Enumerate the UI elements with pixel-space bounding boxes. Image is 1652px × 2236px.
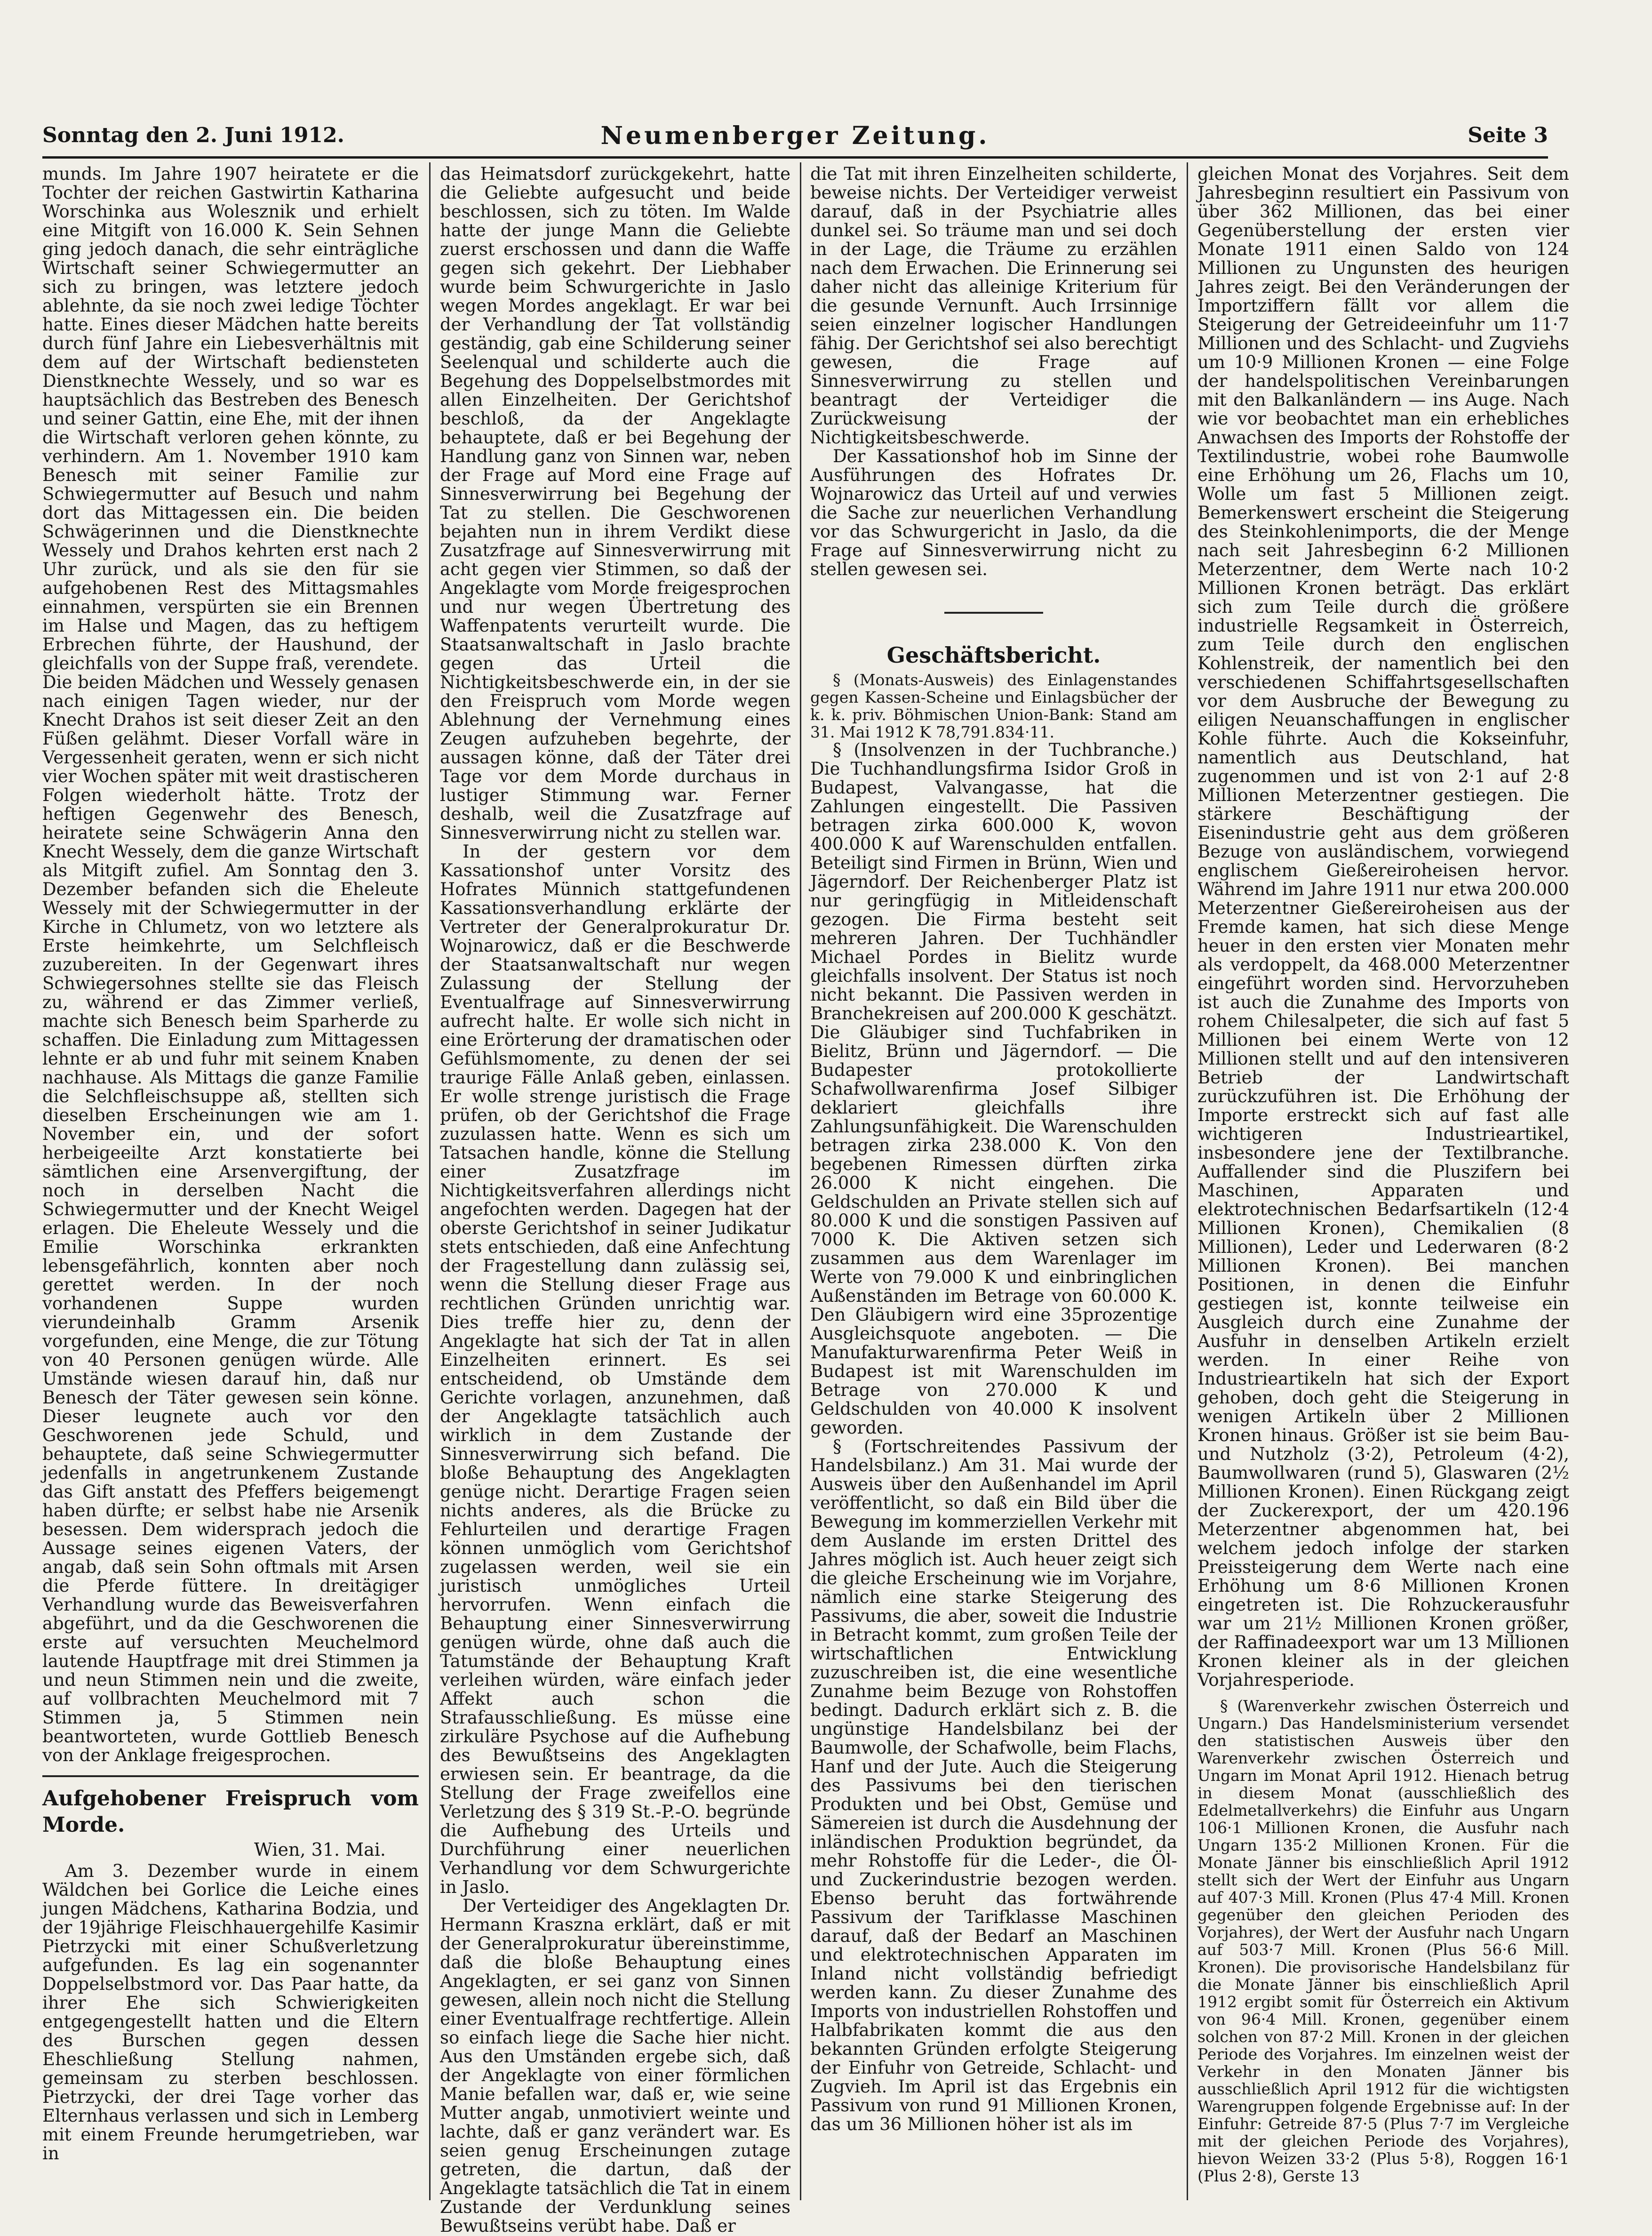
article-text: Am 3. Dezember wurde in einem Wäldchen bei Gorlice die Leiche eines jungen Mädchens, Katharina Bodzia, und der 19jährige Fleischhauergehilfe Kasimir Pietrzycki mit einer Schußverletzung aufgefunden. Es lag ein sogenannter Doppelselbstmord vor. Das Paar hatte, da ihrer Ehe sich Schwierigkeiten entgegengestellt hatten und die Eltern des Burschen gegen dessen Eheschließung Stellung nahmen, gemeinsam zu sterben beschlossen. Pietrzycki, der drei Tage vorher das Elternhaus verlassen und sich in Lemberg mit einem Freunde herumgetrieben, war in: [42, 1861, 419, 2164]
report-item: gleichen Monat des Vorjahres. Seit dem Jahresbeginn resultiert ein Passivum von über 362 Millionen, das bei einer Gegenüberstellung der ersten vier Monate 1911 einen Saldo von 124 Millionen zu Ungunsten des heurigen Jahres zeigt. Bei den Veränderungen der Importziffern fällt vor allem die Steigerung der Getreideeinfuhr um 11·7 Millionen und des Schlacht- und Zugviehs um 10·9 Millionen Kronen — eine Folge der handelspolitischen Vereinbarungen mit den Balkanländern — ins Auge. Nach wie vor beobachtet man ein erhebliches Anwachsen des Imports der Rohstoffe der Textilindustrie, wobei rohe Baumwolle eine Erhöhung um 26, Flachs um 10, Wolle um fast 5 Millionen zeigt. Bemerkenswert erscheint die Steigerung des Steinkohlenimports, die der Menge nach seit Jahresbeginn 6·2 Millionen Meterzentner, dem Werte nach 10·2 Millionen Kronen beträgt. Das erklärt sich zum Teile durch die größere industrielle Regsamkeit in Österreich, zum Teile durch den englischen Kohlenstreik, der namentlich bei den verschiedenen Schiffahrtsgesellschaften vor dem Ausbruche der Bewegung zu eiligen Neuanschaffungen in englischer Kohle führte. Auch die Kokseinfuhr, namentlich aus Deutschland, hat zugenommen und ist von 2·1 auf 2·8 Millionen Meterzentner gestiegen. Die stärkere Beschäftigung der Eisenindustrie geht aus dem größeren Bezuge von ausländischem, vorwiegend englischem Gießereiroheisen hervor. Während im Jahre 1911 nur etwa 200.000 Meterzentner Gießereiroheisen aus der Fremde kamen, hat sich diese Menge heuer in den ersten vier Monaten mehr als verdoppelt, da 468.000 Meterzentner eingeführt worden sind. Hervorzuheben ist auch die Zunahme des Imports von rohem Chilesalpeter, die sich auf fast 5 Millionen bei einem Werte von 12 Millionen stellt und auf den intensiveren Betrieb der Landwirtschaft zurückzuführen ist. Die Erhöhung der Importe erstreckt sich auf fast alle wichtigeren Industrieartikel, insbesondere jene der Textilbranche. Auffallender sind die Pluszifern bei Maschinen, Apparaten und elektrotechnischen Bedarfsartikeln (12·4 Millionen Kronen), Chemikalien (8 Millionen), Leder und Lederwaren (8·2 Millionen Kronen). Bei manchen Positionen, in denen die Einfuhr gestiegen ist, konnte teilweise ein Ausgleich durch eine Zunahme der Ausfuhr in denselben Artikeln erzielt werden. In einer Reihe von Industrieartikeln hat sich der Export gehoben, doch geht die Steigerung in wenigen Artikeln über 2 Millionen Kronen hinaus. Größer ist sie beim Bau- und Nutzholz (3·2), Petroleum (4·2), Baumwollwaren (rund 5), Glaswaren (2½ Millionen Kronen). Einen Rückgang zeigt der Zuckerexport, der um 420.196 Meterzentner abgenommen hat, bei welchem jedoch infolge der starken Preissteigerung dem Werte nach eine Erhöhung um 8·6 Millionen Kronen eingetreten ist. Die Rohzuckerausfuhr war um 21½ Millionen Kronen größer, der Raffinadeexport war um 13 Millionen Kronen kleiner als in der gleichen Vorjahresperiode.: [1197, 164, 1569, 1690]
newspaper-title: Neumenberger Zeitung.: [600, 121, 990, 150]
article-text: munds. Im Jahre 1907 heiratete er die Tochter der reichen Gastwirtin Katharina Worschinka aus Wolesznik und erhielt eine Mitgift von 16.000 K. Sein Sehnen ging jedoch danach, die sehr einträgliche Wirtschaft seiner Schwiegermutter an sich zu bringen, was letztere jedoch ablehnte, da sie noch zwei ledige Töchter hatte. Eines dieser Mädchen hatte bereits durch fünf Jahre ein Liebesverhältnis mit dem auf der Wirtschaft bediensteten Dienstknechte Wessely, und so war es hauptsächlich das Bestreben des Benesch und seiner Gattin, eine Ehe, mit der ihnen die Wirtschaft verloren gehen könnte, zu verhindern. Am 1. November 1910 kam Benesch mit seiner Familie zur Schwiegermutter auf Besuch und nahm dort das Mittagessen ein. Die beiden Schwägerinnen und die Dienstknechte Wessely und Drahos kehrten erst nach 2 Uhr zurück, und als sie den für sie aufgehobenen Rest des Mittagsmahles einnahmen, verspürten sie ein Brennen im Halse und Magen, das zu heftigem Erbrechen führte, der Haushund, der gleichfalls von der Suppe fraß, verendete. Die beiden Mädchen und Wessely genasen nach einigen Tagen wieder, nur der Knecht Drahos ist seit dieser Zeit an den Füßen gelähmt. Dieser Vorfall wäre in Vergessenheit geraten, wenn er sich nicht vier Wochen später mit weit drastischeren Folgen wiederholt hätte. Trotz der heftigen Gegenwehr des Benesch, heiratete seine Schwägerin Anna den Knecht Wessely, dem die ganze Wirtschaft als Mitgift zufiel. Am Sonntag den 3. Dezember befanden sich die Eheleute Wessely mit der Schwiegermutter in der Kirche in Chlumetz, von wo letztere als Erste heimkehrte, um Selchfleisch zuzubereiten. In der Gegenwart ihres Schwiegersohnes stellte sie das Fleisch zu, während er das Zimmer verließ, machte sich Benesch beim Sparherde zu schaffen. Die Einladung zum Mittagessen lehnte er ab und fuhr mit seinem Knaben nachhause. Als Mittags die ganze Familie die Selchfleischsuppe aß, stellten sich dieselben Erscheinungen wie am 1. November ein, und der sofort herbeigeeilte Arzt konstatierte bei sämtlichen eine Arsenvergiftung, der noch in derselben Nacht die Schwiegermutter und der Knecht Weigel erlagen. Die Eheleute Wessely und die Emilie Worschinka erkrankten lebensgefährlich, konnten aber noch gerettet werden. In der noch vorhandenen Suppe wurden vierundeinhalb Gramm Arsenik vorgefunden, eine Menge, die zur Tötung von 40 Personen genügen würde. Alle Umstände wiesen darauf hin, daß nur Benesch der Täter gewesen sein könne. Dieser leugnete auch vor den Geschworenen jede Schuld, und behauptete, daß seine Schwiegermutter jedenfalls in angetrunkenem Zustande das Gift anstatt des Pfeffers beigemengt haben dürfte; er selbst habe nie Arsenik besessen. Dem widersprach jedoch die Aussage seines eigenen Vaters, der angab, daß sein Sohn oftmals mit Arsen die Pferde füttere. In dreitägiger Verhandlung wurde das Beweisverfahren abgeführt, und da die Geschworenen die erste auf versuchten Meuchelmord lautende Hauptfrage mit drei Stimmen ja und neun Stimmen nein und die zweite, auf vollbrachten Meuchelmord mit 7 Stimmen ja, 5 Stimmen nein beantworteten, wurde Gottlieb Benesch von der Anklage freigesprochen.: [42, 164, 419, 1765]
article-separator: [42, 1775, 419, 1777]
article-text: In der gestern vor dem Kassationshof unter Vorsitz des Hofrates Münnich stattgefundenen Kassationsverhandlung erklärte der Vertreter der Generalprokuratur Dr. Wojnarowicz, daß er die Beschwerde der Staatsanwaltschaft nur wegen Zulassung der Stellung der Eventualfrage auf Sinnesverwirrung aufrecht halte. Er wolle sich nicht in eine Erörterung der dramatischen oder Gefühlsmomente, zu denen der sei traurige Fälle Anlaß geben, einlassen. Er wolle strenge juristisch die Frage prüfen, ob der Gerichtshof die Frage zuzulassen hatte. Wenn es sich um Tatsachen handle, könne die Stellung einer Zusatzfrage im Nichtigkeitsverfahren allerdings nicht angefochten werden. Dagegen hat der oberste Gerichtshof in seiner Judikatur stets entschieden, daß eine Anfechtung der Fragestellung dann zulässig sei, wenn die Stellung dieser Frage aus rechtlichen Gründen unrichtig war. Dies treffe hier zu, denn der Angeklagte hat sich der Tat in allen Einzelheiten erinnert. Es sei entscheidend, ob Umstände dem Gerichte vorlagen, anzunehmen, daß der Angeklagte tatsächlich auch wirklich in dem Zustande der Sinnesverwirrung sich befand. Die bloße Behauptung des Angeklagten genüge nicht. Derartige Fragen seien nichts anderes, als die Brücke zu Fehlurteilen und derartige Fragen können unmöglich vom Gerichtshof zugelassen werden, weil sie ein juristisch unmögliches Urteil hervorrufen. Wenn einfach die Behauptung einer Sinnesverwirrung genügen würde, ohne daß auch die Tatumstände der Behauptung Kraft verleihen würden, wäre einfach jeder Affekt auch schon die Strafausschließung. Es müsse eine zirkuläre Psychose auf die Aufhebung des Bewußtseins des Angeklagten erwiesen sein. Er beantrage, da die Stellung der Frage zweifellos eine Verletzung des § 319 St.-P.-O. begründe die Aufhebung des Urteils und Durchführung einer neuerlichen Verhandlung vor dem Schwurgerichte in Jaslo.: [440, 842, 790, 1897]
issue-date: Sonntag den 2. Juni 1912.: [42, 123, 344, 147]
article-heading: Aufgehobener Freispruch vom Morde.: [42, 1787, 419, 1837]
column-rule: [800, 162, 801, 2200]
report-item: § (Monats-Ausweis) des Einlagenstandes gegen Kassen-Scheine und Einlagsbücher der k. k. priv. Böhmischen Union-Bank: Stand am 31. Mai 1912 K 78,791.834·11.: [810, 671, 1177, 741]
column-3: [810, 165, 1177, 2198]
section-separator: [944, 612, 1043, 614]
report-item: § (Warenverkehr zwischen Österreich und Ungarn.) Das Handelsministerium versendet den statistischen Ausweis über den Warenverkehr zwischen Österreich und Ungarn im Monat April 1912. Hienach betrug in diesem Monat (ausschließlich des Edelmetallverkehrs) die Einfuhr aus Ungarn 106·1 Millionen Kronen, die Ausfuhr nach Ungarn 135·2 Millionen Kronen. Für die Monate Jänner bis einschließlich April 1912 stellt sich der Wert der Einfuhr aus Ungarn auf 407·3 Mill. Kronen (Plus 47·4 Mill. Kronen gegenüber den gleichen Perioden des Vorjahres), der Wert der Ausfuhr nach Ungarn auf 503·7 Mill. Kronen (Plus 56·6 Mill. Kronen). Die provisorische Handelsbilanz für die Monate Jänner bis einschließlich April 1912 ergibt somit für Österreich ein Aktivum von 96·4 Mill. Kronen, gegenüber einem solchen von 87·2 Mill. Kronen in der gleichen Periode des Vorjahres. Im einzelnen weist der Verkehr in den Monaten Jänner bis ausschließlich April 1912 für die wichtigsten Warengruppen folgende Ergebnisse auf: In der Einfuhr: Getreide 87·5 (Plus 7·7 im Vergleiche mit der gleichen Periode des Vorjahres), hievon Weizen 33·2 (Plus 5·8), Roggen 16·1 (Plus 2·8), Gerste 13: [1197, 1697, 1569, 2185]
column-1: [42, 165, 419, 2198]
article-text: die Tat mit ihren Einzelheiten schilderte, beweise nichts. Der Verteidiger verweist darauf, daß in der Psychiatrie alles dunkel sei. So träume man und sei doch in der Lage, die Träume zu erzählen nach dem Erwachen. Die Erinnerung sei daher nicht das alleinige Kriterium für die gesunde Vernunft. Auch Irrsinnige seien einzelner logischer Handlungen fähig. Der Gerichtshof sei also berechtigt gewesen, die Frage auf Sinnesverwirrung zu stellen und beantragt der Verteidiger die Zurückweisung der Nichtigkeitsbeschwerde.: [810, 164, 1177, 448]
column-4: [1197, 165, 1569, 2198]
report-item: § (Insolvenzen in der Tuchbranche.) Die Tuchhandlungsfirma Isidor Groß in Budapest, Valvangasse, hat die Zahlungen eingestellt. Die Passiven betragen zirka 600.000 K, wovon 400.000 K auf Warenschulden entfallen. Beteiligt sind Firmen in Brünn, Wien und Jägerndorf. Der Reichenberger Platz ist nur geringfügig in Mitleidenschaft gezogen. Die Firma besteht seit mehreren Jahren. Der Tuchhändler Michael Pordes in Bielitz wurde gleichfalls insolvent. Der Status ist noch nicht bekannt. Die Passiven werden in Branchekreisen auf 200.000 K geschätzt. Die Gläubiger sind Tuchfabriken in Bielitz, Brünn und Jägerndorf. — Die Budapester protokollierte Schafwollwarenfirma Josef Silbiger deklariert gleichfalls ihre Zahlungsunfähigkeit. Die Warenschulden betragen zirka 238.000 K. Von den begebenen Rimessen dürften zirka 26.000 K nicht eingehen. Die Geldschulden an Private stellen sich auf 80.000 K und die sonstigen Passiven auf 7000 K. Die Aktiven setzen sich zusammen aus dem Warenlager im Werte von 79.000 K und einbringlichen Außenständen im Betrage von 60.000 K. Den Gläubigern wird eine 35prozentige Ausgleichsquote angeboten. — Die Manufakturwarenfirma Peter Weiß in Budapest ist mit Warenschulden im Betrage von 270.000 K und Geldschulden von 40.000 K insolvent geworden.: [810, 740, 1177, 1438]
article-text: das Heimatsdorf zurückgekehrt, hatte die Geliebte aufgesucht und beide beschlossen, sich zu töten. Im Walde hatte der junge Mann die Geliebte zuerst erschossen und dann die Waffe gegen sich gekehrt. Der Liebhaber wurde beim Schwurgerichte in Jaslo wegen Mordes angeklagt. Er war bei der Verhandlung der Tat vollständig geständig, gab eine Schilderung seiner Seelenqual und schilderte auch die Begehung des Doppelselbstmordes mit allen Einzelheiten. Der Gerichtshof beschloß, da der Angeklagte behauptete, daß er bei Begehung der Handlung ganz von Sinnen war, neben der Frage auf Mord eine Frage auf Sinnesverwirrung bei Begehung der Tat zu stellen. Die Geschworenen bejahten nun in ihrem Verdikt diese Zusatzfrage auf Sinnesverwirrung mit acht gegen vier Stimmen, so daß der Angeklagte vom Morde freigesprochen und nur wegen Übertretung des Waffenpatents verurteilt wurde. Die Staatsanwaltschaft in Jaslo brachte gegen das Urteil die Nichtigkeitsbeschwerde ein, in der sie den Freispruch vom Morde wegen Ablehnung der Vernehmung eines Zeugen aufzuheben begehrte, der aussagen könne, daß der Täter drei Tage vor dem Morde durchaus in lustiger Stimmung war. Ferner deshalb, weil die Zusatzfrage auf Sinnesverwirrung nicht zu stellen war.: [440, 164, 790, 843]
column-2: [440, 164, 790, 2236]
page-header: [42, 123, 1548, 159]
section-heading: Geschäftsbericht.: [886, 642, 1101, 668]
page-number: Seite 3: [1468, 123, 1548, 147]
article-text: Der Kassationshof hob im Sinne der Ausführungen des Hofrates Dr. Wojnarowicz das Urteil auf und verwies die Sache zur neuerlichen Verhandlung vor das Schwurgericht in Jaslo, da die Frage auf Sinnesverwirrung nicht zu stellen gewesen sei.: [810, 446, 1177, 579]
article-dateline: Wien, 31. Mai.: [254, 1839, 386, 1860]
report-item: § (Fortschreitendes Passivum der Handelsbilanz.) Am 31. Mai wurde der Ausweis über den Außenhandel im April veröffentlicht, so daß ein Bild über die Bewegung im kommerziellen Verkehr mit dem Auslande im ersten Drittel des Jahres möglich ist. Auch heuer zeigt sich die gleiche Erscheinung wie im Vorjahre, nämlich eine starke Steigerung des Passivums, die aber, soweit die Industrie in Betracht kommt, zum großen Teile der wirtschaftlichen Entwicklung zuzuschreiben ist, die eine wesentliche Zunahme beim Bezuge von Rohstoffen bedingt. Dadurch erklärt sich z. B. die ungünstige Handelsbilanz bei der Baumwolle, der Schafwolle, beim Flachs, Hanf und der Jute. Auch die Steigerung des Passivums bei den tierischen Produkten und bei Obst, Gemüse und Sämereien ist durch die Ausdehnung der inländischen Produktion begründet, da mehr Rohstoffe für die Leder-, die Öl- und Zuckerindustrie bezogen werden. Ebenso beruht das fortwährende Passivum der Tarifklasse Maschinen darauf, daß der Bedarf an Maschinen und elektrotechnischen Apparaten im Inland nicht vollständig befriedigt werden kann. Zu dieser Zunahme des Imports von industriellen Rohstoffen und Halbfabrikaten kommt die aus den bekannten Gründen erfolgte Steigerung der Einfuhr von Getreide, Schlacht- und Zugvieh. Im April ist das Ergebnis ein Passivum von rund 91 Millionen Kronen, das um 36 Millionen höher ist als im: [810, 1436, 1177, 2134]
column-rule: [1187, 162, 1188, 2200]
article-text: Der Verteidiger des Angeklagten Dr. Hermann Kraszna erklärt, daß er mit der Generalprokuratur übereinstimme, daß die bloße Behauptung eines Angeklagten, er sei ganz von Sinnen gewesen, allein noch nicht die Stellung einer Eventualfrage rechtfertige. Allein so einfach liege die Sache hier nicht. Aus den Umständen ergebe sich, daß der Angeklagte von einer förmlichen Manie befallen war, daß er, wie seine Mutter angab, unmotiviert weinte und lachte, daß er ganz verändert war. Es seien genug Erscheinungen zutage getreten, die dartun, daß der Angeklagte tatsächlich die Tat in einem Zustande der Verdunklung seines Bewußtseins verübt habe. Daß er: [440, 1896, 790, 2236]
column-rule: [429, 162, 431, 2200]
